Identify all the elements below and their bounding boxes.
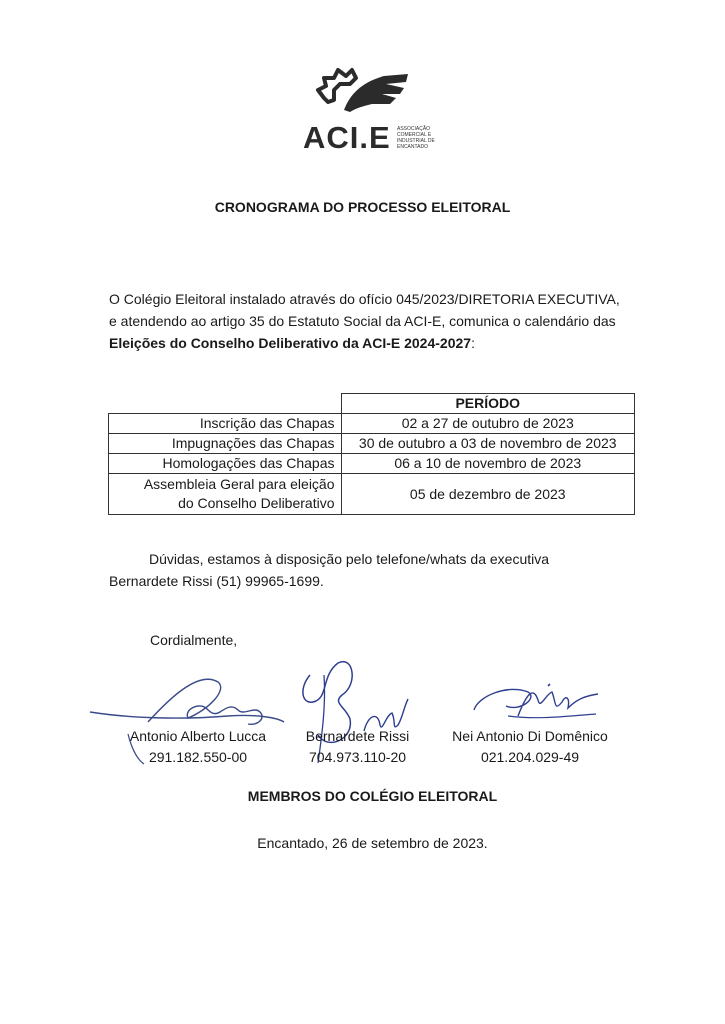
period-cell: 06 a 10 de novembro de 2023 bbox=[341, 454, 635, 474]
table-header-row bbox=[109, 394, 635, 414]
table-row bbox=[109, 474, 635, 515]
signer-cpf: 021.204.029-49 bbox=[480, 749, 580, 765]
intro-bold-text: Eleições do Conselho Deliberativo da ACI-E 2024-2027 bbox=[109, 335, 472, 351]
schedule-table bbox=[108, 393, 635, 515]
signer-cpf: 704.973.110-20 bbox=[308, 749, 407, 765]
signer-block bbox=[295, 726, 420, 768]
signer-name: Antonio Alberto Lucca bbox=[129, 728, 267, 744]
logo-subtitle: ASSOCIAÇÃO COMERCIAL E INDUSTRIAL DE ENCANTADO bbox=[397, 126, 435, 150]
event-cell: Impugnações das Chapas bbox=[109, 434, 342, 454]
closing: Cordialmente, bbox=[150, 632, 238, 648]
signer-name: Bernardete Rissi bbox=[305, 728, 410, 744]
event-cell: Homologações das Chapas bbox=[109, 454, 342, 474]
logo-wordmark: ACI.E bbox=[303, 120, 391, 155]
period-header: PERÍODO bbox=[341, 394, 635, 414]
period-cell: 02 a 27 de outubro de 2023 bbox=[341, 414, 635, 434]
members-caption: MEMBROS DO COLÉGIO ELEITORAL bbox=[247, 788, 498, 804]
contact-paragraph bbox=[109, 548, 635, 592]
signer-cpf: 291.182.550-00 bbox=[148, 749, 248, 765]
winged-gear-logo-icon bbox=[310, 60, 410, 120]
event-cell: Inscrição das Chapas bbox=[109, 414, 342, 434]
place-date: Encantado, 26 de setembro de 2023. bbox=[257, 835, 488, 851]
signer-block bbox=[440, 726, 620, 768]
event-cell: Assembleia Geral para eleição do Conselho Deliberativo bbox=[109, 474, 342, 515]
period-cell: 30 de outubro a 03 de novembro de 2023 bbox=[341, 434, 635, 454]
contact-line-1: Dúvidas, estamos à disposição pelo telefone/whats da executiva bbox=[149, 551, 550, 567]
table-row bbox=[109, 454, 635, 474]
contact-line-2: Bernardete Rissi (51) 99965-1699. bbox=[109, 573, 324, 589]
intro-paragraph: O Colégio Eleitoral instalado através do ofício 045/2023/DIRETORIA EXECUTIVA, e atendendo ao artigo 35 do Estatuto Social da ACI-E, comunica o calendário das Eleições do Conselho Deliberativo da ACI-E 2024-2027: bbox=[109, 288, 639, 354]
intro-line-1: O Colégio Eleitoral instalado através do ofício 045/2023/DIRETORIA EXECUTIVA, bbox=[109, 291, 620, 307]
organization-logo bbox=[300, 60, 460, 160]
intro-line-2: e atendendo ao artigo 35 do Estatuto Social da ACI-E, comunica o calendário das bbox=[109, 313, 616, 329]
period-cell: 05 de dezembro de 2023 bbox=[341, 474, 635, 515]
signer-block bbox=[118, 726, 278, 768]
document-title: CRONOGRAMA DO PROCESSO ELEITORAL bbox=[214, 199, 511, 215]
signature-di-domenico bbox=[468, 680, 608, 730]
table-row bbox=[109, 434, 635, 454]
signer-name: Nei Antonio Di Domênico bbox=[452, 728, 608, 744]
table-row bbox=[109, 414, 635, 434]
